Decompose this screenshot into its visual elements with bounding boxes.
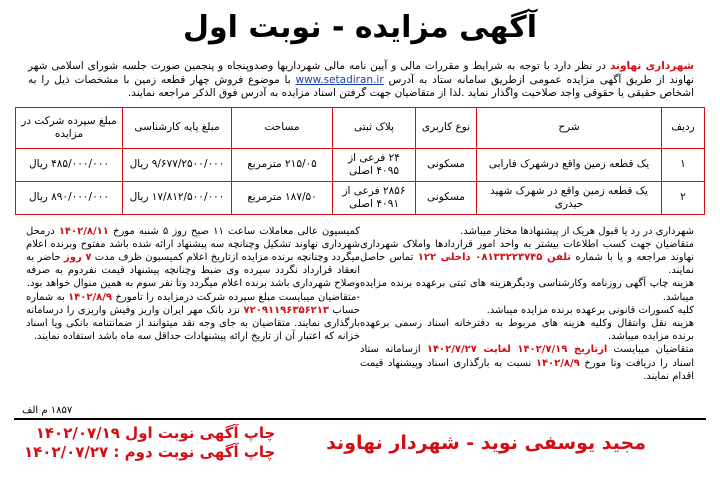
condition-reject-right: شهرداری در رد یا قبول هریک از پیشنهادها مختار میباشد.: [460, 225, 694, 237]
cell-row-number: ۲: [662, 181, 705, 214]
deadline-text-d: نسبت به بارگذاری اسناد وپیشنهاد قیمت اقدام نمایند.: [360, 357, 694, 382]
org-name: شهرداری نهاوند: [609, 60, 695, 72]
commission-date: ۱۴۰۲/۸/۱۱: [58, 225, 109, 237]
auction-notice: [0, 6, 720, 495]
intro-text-2: با موضوع فروش چهار قطعه زمین با مشخصات ذیل را به اشخاص حقیقی یا حقوقی واجد صلاحیت واگذار نماید .لذا از متقاضیان جهت گرفتن اسناد مزایده به آدرس فوق الذکر مراجعه نمایند.: [28, 73, 694, 99]
deadline-text-a: متقاضیان میبایست: [607, 344, 694, 356]
deposit-account-number: ۷۲۰۹۱۱۹۶۳۵۶۲۱۳: [243, 304, 329, 316]
cell-deposit: ۸۹۰/۰۰۰/۰۰۰ ریال: [16, 181, 123, 214]
cell-area: ۱۸۷/۵۰ مترمربع: [232, 181, 333, 214]
conditions-right-column: [360, 225, 694, 383]
table-row: [16, 181, 705, 214]
contact-text-end: تماس حاصل نمایند.: [360, 251, 694, 277]
cell-row-number: ۱: [662, 148, 705, 181]
deadline-date-end: ۱۴۰۲/۷/۲۷: [426, 344, 477, 356]
print-date-second: چاپ آگهی نوبت دوم : ۱۴۰۲/۰۷/۲۷: [24, 443, 276, 461]
intro-paragraph: [28, 60, 694, 101]
notice-footer: [14, 418, 706, 466]
intro-text-1: در نظر دارد با توجه به شرایط و مقررات مالی و آیین نامه مالی شهرداریها وصدوپنجاه و پنجمین صورت جلسه شورای اسلامی شهر نهاوند از طریق آگهی مزایده عمومی ازطریق سامانه ستاد به آدرس: [28, 60, 694, 86]
condition-transfer-costs: هزینه نقل وانتقال وکلیه هزینه های مربوط به دفترخانه اسناد رسمی برعهده برنده مزایده میباشد.: [360, 317, 694, 343]
commission-text-b: درمحل شهرداری نهاوند تشکیل وچنانچه سه پیشنهاد ارائه شده باشد مفتوح وبرنده اعلام میگردد وچنانچه برنده مزایده ازتاریخ اعلام کمیسیون ظرف مدت: [26, 225, 360, 263]
condition-ad-costs: هزینه چاپ آگهی روزنامه وکارشناسی ودیگرهزینه های ثبتی برعهده برنده مزایده میباشد.: [360, 278, 694, 303]
header-row-number: ردیف: [662, 107, 705, 148]
cell-registry-plate: ۲۴ فرعی از ۴۰۹۵ اصلی: [333, 148, 416, 181]
table-row: [16, 148, 705, 181]
cell-area: ۲۱۵/۰۵ مترمربع: [232, 148, 333, 181]
cell-description: یک قطعه زمین واقع درشهرک فارابی: [477, 148, 662, 181]
commission-days: ۷ روز: [64, 251, 92, 263]
conditions-columns: [26, 225, 694, 383]
deposit-text-c: نزد بانک مهر ایران واریز وفیش واریزی را درسامانه بارگذاری نمایند. متقاضیان به جای وجه نقد میتوانند از ضمانتنامه بانکی ویا اسناد خزانه که اعتبار آن از تاریخ ارائه پیشنهادات حداقل سه ماه باشد استفاده نمایند.: [26, 304, 360, 343]
deadline-text-c: ازسامانه ستاد اسناد را دریافت وتا مورخ: [360, 344, 694, 369]
conditions-left-column: [26, 225, 360, 383]
commission-text-c: حاضر به انعقاد قرارداد نگردد سپرده وی ضبط وچنانچه پیشنهاد قیمت نفردوم به صرفه وصلاح شهرداری باشد برنده اعلام میگردد وتا نفر سوم به همین منوال خواهد بود.: [26, 251, 360, 290]
signer-name: مجید یوسفی نوید - شهردار نهاوند: [326, 432, 646, 454]
condition-contact-info: [360, 238, 694, 278]
land-parcels-table: [15, 107, 705, 215]
print-date-first: چاپ آگهی نوبت اول ۱۴۰۲/۰۷/۱۹: [35, 424, 276, 442]
print-dates: [14, 424, 275, 462]
header-registry-plate: پلاک ثبتی: [333, 107, 416, 148]
header-base-price: مبلغ پایه کارشناسی: [123, 107, 232, 148]
cell-base-price: ۹/۶۷۷/۲۵۰۰/۰۰۰ ریال: [123, 148, 232, 181]
header-area: مساحت: [232, 107, 333, 148]
cell-usage-type: مسکونی: [416, 181, 477, 214]
header-usage-type: نوع کاربری: [416, 107, 477, 148]
contact-text: متقاضیان جهت کسب اطلاعات بیشتر به واحد امور قراردادها واملاک شهرداری نهاوند مراجعه و یا با شماره: [360, 238, 694, 263]
commission-text-a: کمیسیون عالی معاملات ساعت ۱۱ صبح روز ۵ شنبه مورخ: [108, 225, 360, 237]
deposit-date: ۱۴۰۲/۸/۹: [68, 291, 112, 303]
notice-title: آگهی مزایده - نوبت اول: [183, 10, 537, 45]
reference-number: ۱۸۵۷ م الف: [22, 405, 73, 416]
cell-usage-type: مسکونی: [416, 148, 477, 181]
table-header-row: [16, 107, 705, 148]
condition-commission: [26, 225, 360, 291]
cell-registry-plate: ۲۸۵۶ فرعی از ۴۰۹۱ اصلی: [333, 181, 416, 214]
header-deposit: مبلغ سپرده شرکت در مزایده: [16, 107, 123, 148]
cell-deposit: ۴۸۵/۰۰۰/۰۰۰ ریال: [16, 148, 123, 181]
condition-deposit-payment: [26, 291, 360, 344]
cell-description: یک قطعه زمین واقع در شهرک شهید حیدری: [477, 181, 662, 214]
deposit-text-b: به شماره حساب: [26, 291, 360, 316]
setad-link[interactable]: www.setadiran.ir: [295, 73, 384, 86]
deadline-date-start: ازتاریخ ۱۴۰۲/۷/۱۹: [517, 344, 608, 356]
deadline-date-upload: ۱۴۰۲/۸/۹: [535, 357, 580, 369]
deposit-text-a: -متقاضیان میبایست مبلغ سپرده شرکت درمزایده را تامورخ: [112, 291, 361, 303]
deadline-text-b: لغایت: [476, 344, 518, 356]
condition-legal-deductions: کلیه کسورات قانونی برعهده برنده مزایده میباشد.: [486, 304, 694, 316]
cell-base-price: ۱۷/۸۱۲/۵۰۰/۰۰۰ ریال: [123, 181, 232, 214]
contact-phone: تلفن ۰۸۱۳۳۲۲۳۷۴۵ داخلی ۱۲۲: [417, 251, 572, 263]
condition-document-deadline: [360, 343, 694, 383]
header-description: شرح: [477, 107, 662, 148]
